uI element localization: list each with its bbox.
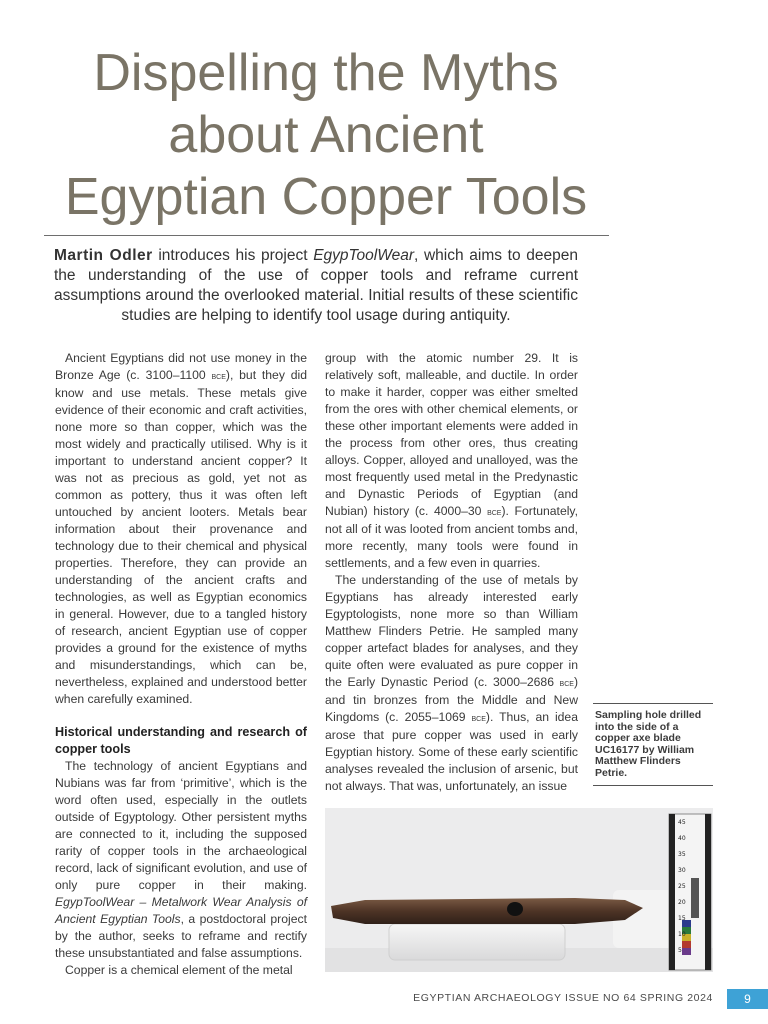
section-heading: Historical understanding and research of copper tools [55,725,307,756]
title-divider [44,235,609,236]
scale-label: 15 [678,915,686,922]
paragraph [55,758,307,962]
body-column-left [55,350,307,979]
standfirst-text: introduces his project [152,247,314,264]
body-column-right [325,350,578,795]
publication-info: EGYPTIAN ARCHAEOLOGY ISSUE NO 64 SPRING 2024 [413,992,713,1004]
scale-label: 5 [678,947,682,954]
title-line: Egyptian Copper Tools [64,168,588,226]
scale-label: 30 [678,867,686,874]
axe-illustration [325,808,713,972]
project-name: EgypToolWear [313,247,414,264]
paragraph: Copper is a chemical element of the metal [65,963,293,977]
paragraph-text: Ancient Egyptians did not use money in the Bronze Age (c. 3100–1100 [55,351,307,382]
scale-label: 40 [678,835,686,842]
scale-label: 25 [678,883,686,890]
page-footer [0,989,768,1009]
era-abbrev: bce [211,371,226,382]
paragraph-text: ), but they did know and use metals. These metals give evidence of their economic and craft activities, none more so than copper, which was the most widely and practically utilised. Why is it important to understand ancient copper? It was not as precious as gold, yet not as common as pottery, thus it was often left untouched by ancient looters. Metals bear information about their provenance and technology due to their chemical and physical properties. Therefore, they can provide an understanding of the ancient crafts and technologies, as well as Egyptian economics in general. However, due to a tangled history of research, ancient Egyptian use of copper provides a ground for the existence of myths and misunderstandings, which can be, nevertheless, explained and understood better when carefully examined. [55,368,307,706]
scale-label: 35 [678,851,686,858]
standfirst [54,246,578,326]
photo-caption [593,703,713,786]
era-abbrev: bce [487,507,502,518]
paragraph-text: The understanding of the use of metals by Egyptians has already interested early Egyptologists, none more so than William Matthew Flinders Petrie. He sampled many copper artefact blades for analyses, and they quite often were evaluated as pure copper in the Early Dynastic Period (c. 3000–2686 [325,573,578,689]
paragraph [325,572,578,795]
title-line: about Ancient [168,106,484,164]
paragraph-text: ). Fortunately, not all of it was looted from ancient tombs and, more recently, many tools were found in settlements, and a few even in quarries. [325,504,579,570]
copper-axe-photo [325,808,713,972]
paragraph-text: ). Thus, an idea arose that pure copper was used in early Egyptian history. Some of these early scientific analyses revealed the inclusion of arsenic, but not always. That was, unfortunately, an issue [325,710,578,793]
paragraph [325,350,578,572]
scale-label: 10 [678,931,686,938]
paragraph-text: group with the atomic number 29. It is relatively soft, malleable, and ductile. In order to make it harder, copper was either smelted from the ores with other chemical elements, or these other important elements were added in the process from other ores, thus creating alloys. Copper, alloyed and unalloyed, was the most frequently used metal in the Predynastic and Dynastic Periods of Egyptian (and Nubian) history (c. 4000–30 [325,351,578,518]
title-line: Dispelling the Myths [93,44,559,102]
author-name: Martin Odler [54,247,153,264]
page-number: 9 [727,989,768,1009]
paragraph-text: , a postdoctoral project by the author, seeks to reframe and rectify these unsubstantiated and false assumptions. [55,912,307,960]
paragraph [55,350,307,708]
paragraph-text: The technology of ancient Egyptians and Nubians was far from ‘primitive’, which is the word often used, especially in the outlets outside of Egyptology. Other persistent myths are connected to it, including the supposed rarity of copper tools in the archaeological record, lack of significant evolution, and use of only pure copper in their making. [55,759,307,892]
era-abbrev: bce [471,713,486,724]
scale-label: 20 [678,899,686,906]
article-title [0,42,652,228]
paragraph-text: ) and tin bronzes from the Middle and New Kingdoms (c. 2055–1069 [325,675,578,724]
scale-label: 45 [678,819,686,826]
caption-text: Sampling hole drilled into the side of a copper axe blade UC16177 by William Matthew Flinders Petrie. [595,709,702,779]
standfirst-text: , which aims to deepen the understanding of the use of copper tools and reframe current assumptions around the overlooked material. Initial results of these scientific studies are helping to identify tool usage during antiquity. [54,247,578,324]
era-abbrev: bce [559,678,574,689]
project-title: EgypToolWear – Metalwork Wear Analysis of Ancient Egyptian Tools [55,895,307,926]
